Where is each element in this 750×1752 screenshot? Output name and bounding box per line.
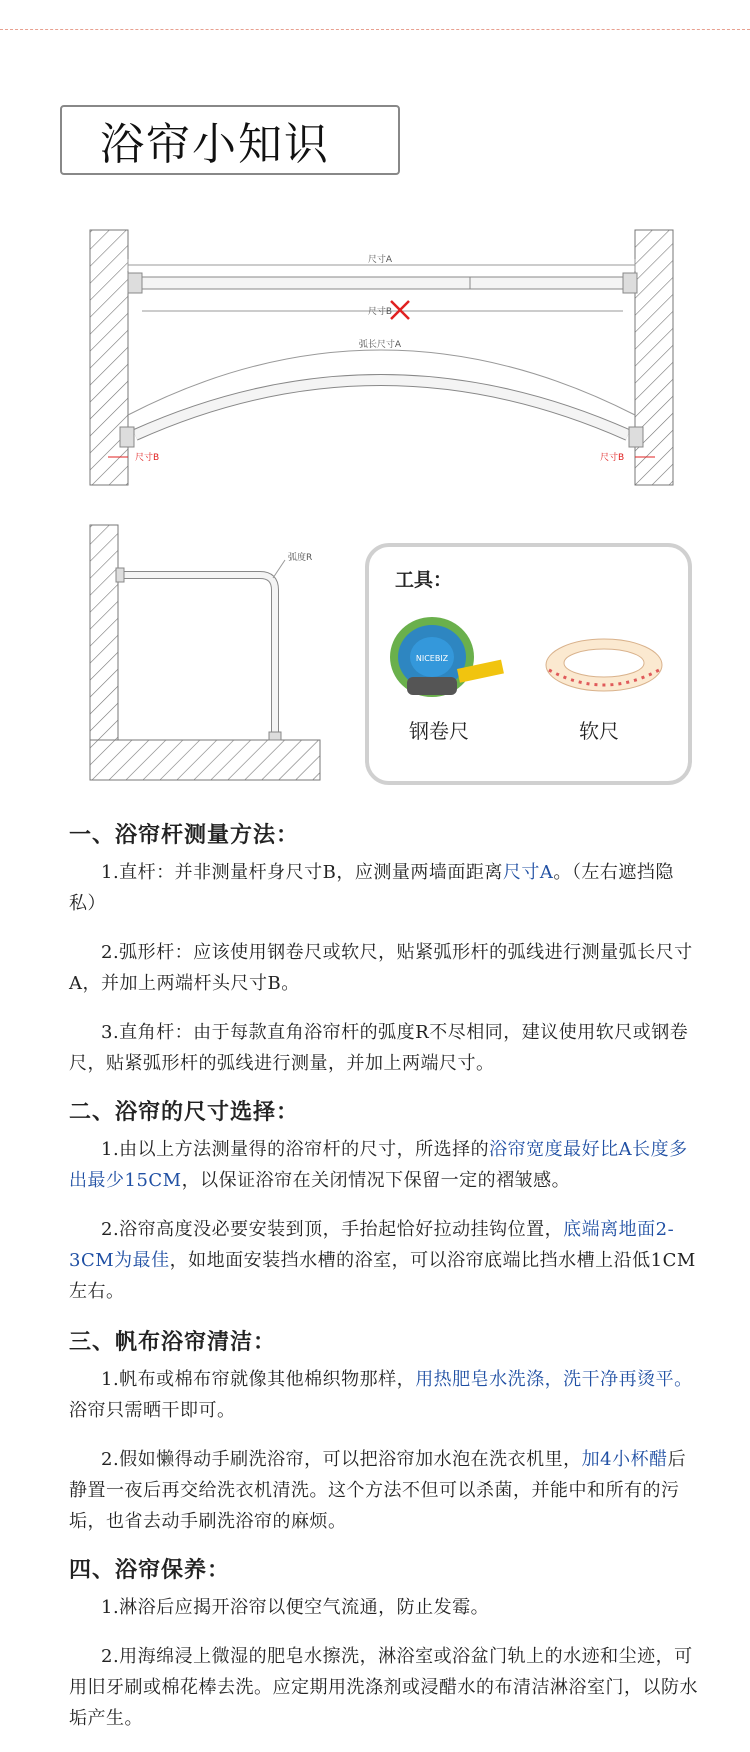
section-canvas-cleaning: [69, 1325, 699, 1555]
paragraph-text: 2.假如懒得动手刷洗浴帘，可以把浴帘加水泡在洗衣机里，: [101, 1449, 582, 1470]
tools-panel: [365, 543, 692, 785]
steel-tape-label: 钢卷尺: [409, 719, 469, 743]
highlight-text: 用热肥皂水洗涤，洗干净再烫平。: [415, 1369, 693, 1390]
section-paragraph: [69, 1592, 699, 1623]
end-b-right-label: 尺寸B: [600, 453, 625, 463]
highlight-text: 加4小杯醋: [581, 1449, 668, 1470]
paragraph-text: 浴帘只需晒干即可。: [69, 1400, 236, 1421]
section-heading: 三、帆布浴帘清洁：: [69, 1329, 277, 1355]
section-paragraph: [69, 1134, 699, 1196]
section-paragraph: [69, 1017, 699, 1079]
section-paragraph: [69, 1364, 699, 1426]
corner-rod-diagram: [80, 520, 330, 790]
paragraph-text: 2.浴帘高度没必要安装到顶，手抬起恰好拉动挂钩位置，: [101, 1219, 564, 1240]
highlight-text: 浴帘宽度最好比A长度多出最少15CM: [69, 1139, 688, 1191]
tools-title: 工具：: [395, 569, 453, 591]
section-paragraph: [69, 1214, 699, 1307]
steel-tape-measure-icon: [387, 607, 507, 707]
radius-label: 弧度R: [288, 553, 313, 563]
corner-floor: [90, 740, 320, 780]
paragraph-text: 1.淋浴后应揭开浴帘以便空气流通，防止发霉。: [101, 1597, 490, 1618]
paragraph-text: 1.直杆：并非测量杆身尺寸B，应测量两墙面距离: [101, 862, 503, 883]
end-b-left-label: 尺寸B: [135, 453, 160, 463]
section-heading: 四、浴帘保养：: [69, 1557, 231, 1583]
page-title: [60, 105, 400, 175]
highlight-text: 底端离地面2-3CM为最佳: [69, 1219, 675, 1271]
corner-wall-left: [90, 525, 118, 740]
section-paragraph: [69, 1641, 699, 1734]
section-paragraph: [69, 937, 699, 999]
paragraph-text: 2.弧形杆：应该使用钢卷尺或软尺，贴紧弧形杆的弧线进行测量弧长尺寸A，并加上两端杆头尺寸B。: [69, 942, 693, 994]
highlight-text: 尺寸A: [502, 862, 554, 883]
arc-label: 弧长尺寸A: [358, 340, 402, 350]
paragraph-text: 2.用海绵浸上微湿的肥皂水擦洗，淋浴室或浴盆门轨上的水迹和尘迹，可用旧牙刷或棉花棒去洗。应定期用洗涤剂或浸醋水的布清洁淋浴室门，以防水垢产生。: [69, 1646, 698, 1729]
paragraph-text: 1.由以上方法测量得的浴帘杆的尺寸，所选择的: [101, 1139, 490, 1160]
paragraph-text: ，如地面安装挡水槽的浴室，可以浴帘底端比挡水槽上沿低1CM左右。: [69, 1250, 696, 1302]
soft-tape-label: 软尺: [579, 719, 619, 743]
soft-tape-measure-icon: [539, 625, 669, 705]
tape-brand: NICEBIZ: [415, 654, 449, 663]
page-title-text: 浴帘小知识: [100, 119, 330, 170]
section-paragraph: [69, 857, 699, 919]
paragraph-text: ，以保证浴帘在关闭情况下保留一定的褶皱感。: [181, 1170, 571, 1191]
section-maintenance: [69, 1553, 699, 1752]
wrong-cross-icon: [391, 301, 409, 319]
paragraph-text: 3.直角杆：由于每款直角浴帘杆的弧度R不尽相同，建议使用软尺或钢卷尺，贴紧弧形杆的弧线进行测量，并加上两端尺寸。: [69, 1022, 689, 1074]
size-a-label: 尺寸A: [367, 255, 393, 265]
straight-rod: [140, 277, 625, 289]
top-dashed-divider: [0, 29, 750, 30]
paragraph-text: 。（左右遮挡隐私）: [69, 862, 674, 914]
rod-measurement-diagram: [80, 225, 680, 505]
paragraph-text: 后静置一夜后再交给洗衣机清洗。这个方法不但可以杀菌，并能中和所有的污垢，也省去动手刷洗浴帘的麻烦。: [69, 1449, 687, 1532]
section-heading: 二、浴帘的尺寸选择：: [69, 1099, 300, 1125]
size-b-label: 尺寸B: [367, 307, 393, 317]
paragraph-text: 1.帆布或棉布帘就像其他棉织物那样，: [101, 1369, 416, 1390]
section-paragraph: [69, 1444, 699, 1537]
section-size-selection: [69, 1095, 699, 1325]
section-rod-measurement: [69, 818, 699, 1097]
section-heading: 一、浴帘杆测量方法：: [69, 822, 300, 848]
